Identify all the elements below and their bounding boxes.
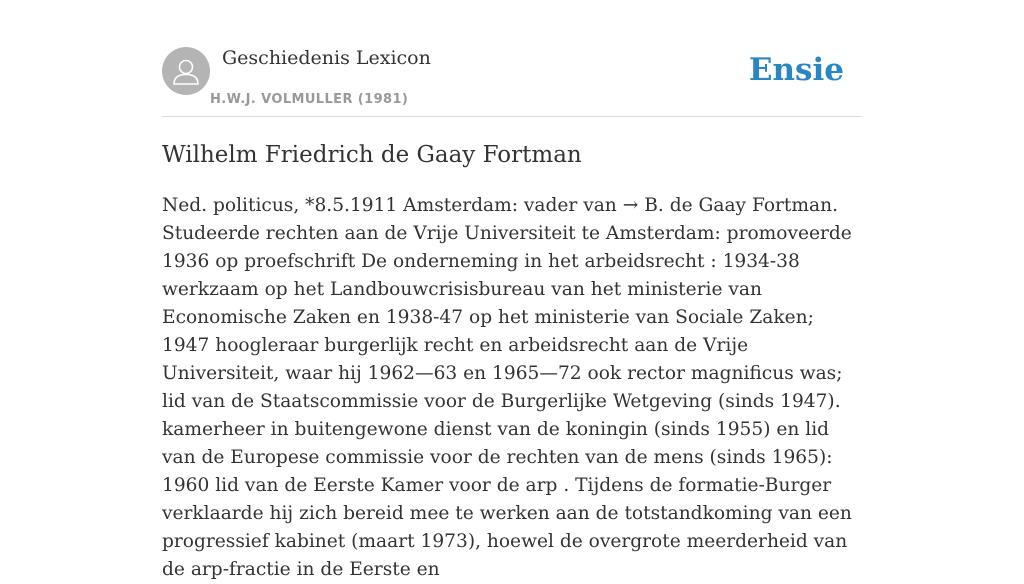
brand-logo[interactable]: Ensie [748, 52, 844, 88]
article-title: Wilhelm Friedrich de Gaay Fortman [162, 142, 582, 168]
source-author: H.W.J. VOLMULLER (1981) [210, 92, 409, 107]
source-header [162, 46, 862, 117]
author-avatar-icon[interactable] [162, 47, 210, 95]
article-body-text: . Studeerde rechten aan de Vrije Universiteit te Amsterdam: promoveerde 1936 op proefschrift De onderneming in het arbeidsrecht : 1934-38 werkzaam op het Landbouwcrisisbureau van het ministerie van Economische Zaken en 1938-47 op het ministerie van Sociale Zaken; 1947 hoogleraar burgerlijk recht en arbeidsrecht aan de Vrije Universiteit, waar hij 1962—63 en 1965—72 ook rector magnificus was; lid van de Staatscommissie voor de Burgerlijke Wetgeving (sinds 1947). kamerheer in buitengewone dienst van de koningin (sinds 1955) en lid van de Europese commissie voor de rechten van de mens (sinds 1965): 1960 lid van de Eerste Kamer voor de arp . Tijdens de formatie-Burger verklaarde hij zich bereid mee te werken aan de totstandkoming van een progressief kabinet (maart 1973), hoewel de overgrote meerderheid van de arp-fractie in de Eerste en [162, 195, 852, 580]
source-title[interactable]: Geschiedenis Lexicon [222, 47, 431, 69]
article-body [162, 192, 864, 584]
article-body-intro: Ned. politicus, *8.5.1911 Amsterdam: vader van [162, 195, 623, 216]
reference-link[interactable]: B. de Gaay Fortman [638, 195, 833, 216]
user-silhouette-icon [162, 47, 210, 95]
arrow-right-icon: → [622, 195, 639, 216]
